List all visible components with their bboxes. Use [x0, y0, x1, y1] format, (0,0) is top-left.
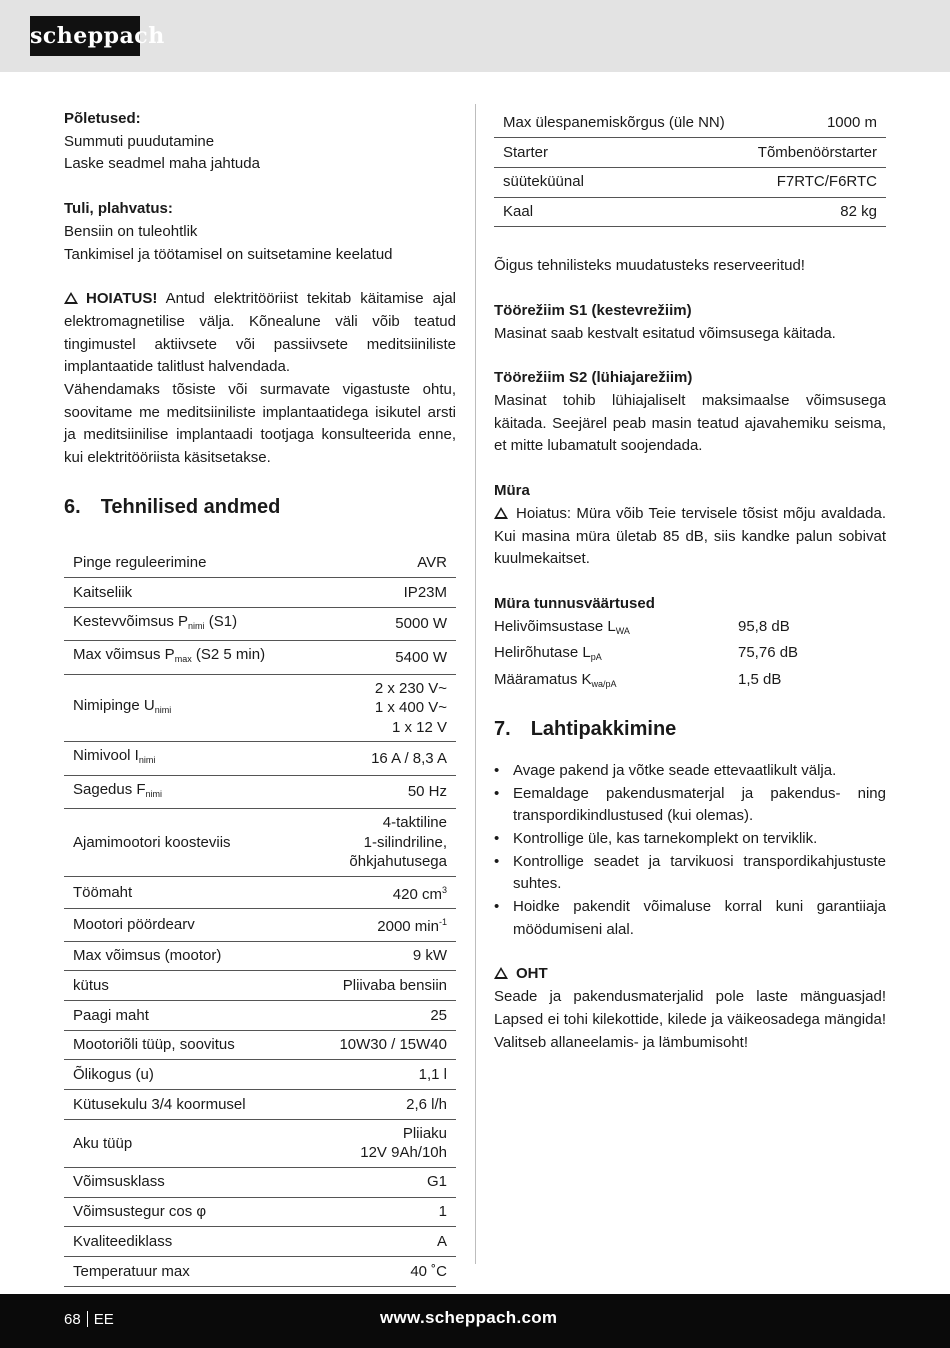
spec-label: Kaal	[494, 197, 734, 227]
spec-value: Tõmbenöörstarter	[734, 138, 886, 168]
table-row	[64, 876, 456, 909]
spec-value: 1000 m	[734, 108, 886, 138]
unpack-list	[494, 760, 886, 942]
list-item: • Kontrollige üle, kas tarnekomplekt on terviklik.	[494, 828, 886, 851]
table-row	[494, 108, 886, 138]
spec-value: 2,6 l/h	[309, 1090, 456, 1120]
table-row	[64, 742, 456, 776]
table-row	[494, 197, 886, 227]
fire-title: Tuli, plahvatus:	[64, 200, 173, 218]
spec-value: G1	[309, 1167, 456, 1197]
spec-label: Kvaliteediklass	[64, 1227, 309, 1257]
spec-value: A	[309, 1227, 456, 1257]
table-row	[494, 138, 886, 168]
spec-label: Mootori pöördearv	[64, 909, 309, 942]
page-header	[0, 0, 950, 72]
spec-label: Nimivool $I_{nimi}$	[64, 742, 309, 776]
s1-title: Töörežiim S1 (kestevrežiim)	[494, 301, 692, 319]
table-row	[64, 1167, 456, 1197]
spec-value: 50 Hz	[309, 775, 456, 809]
warning-triangle-icon	[64, 292, 78, 304]
noise-value: 95,8 dB	[738, 617, 790, 635]
list-item: • Hoidke pakendit võimaluse korral kuni garantiiaja möödumiseni alal.	[494, 896, 886, 941]
spec-label: Starter	[494, 138, 734, 168]
spec-value: 40 ˚C	[309, 1256, 456, 1286]
spec-label: Paagi maht	[64, 1001, 309, 1031]
spec-value: F7RTC/F6RTC	[734, 167, 886, 197]
spec-label: Max võimsus $P_{max}$ (S2 5 min)	[64, 641, 309, 675]
s1-text: Masinat saab kestvalt esitatud võimsusega käitada.	[494, 324, 836, 342]
page-footer	[0, 1294, 950, 1348]
table-row	[64, 971, 456, 1001]
section-title: Lahtipakkimine	[530, 717, 677, 740]
burns-line: Summuti puudutamine	[64, 132, 215, 150]
spec-label: Max võimsus (mootor)	[64, 941, 309, 971]
noise-label: Helirõhutase $L_{pA}$	[494, 644, 602, 663]
spec-label: Pinge reguleerimine	[64, 548, 309, 578]
table-row	[64, 607, 456, 641]
spec-value: 9 kW	[309, 941, 456, 971]
spec-label: Kaitseliik	[64, 578, 309, 608]
spec-value: 25	[309, 1001, 456, 1031]
emf-warning	[64, 288, 456, 379]
spec-value: 2000 $\min^{-1}$	[309, 909, 456, 942]
table-row	[64, 1227, 456, 1257]
spec-table-continued	[494, 108, 886, 227]
spec-value: 5000 W	[309, 607, 456, 641]
warning-triangle-icon	[494, 967, 508, 979]
table-row	[64, 775, 456, 809]
table-row	[64, 1197, 456, 1227]
list-item: • Eemaldage pakendusmaterjal ja pakendus- ning transpordikindlustused (kui olemas).	[494, 783, 886, 828]
table-row	[64, 1030, 456, 1060]
noise-label: Helivõimsustase $L_{WA}$	[494, 617, 630, 636]
danger-text: Seade ja pakendusmaterjalid pole laste mänguasjad! Lapsed ei tohi kilekottide, kilede ja väikeosadega mängida! Valitseb allaneelamis- ja lämbumisoht!	[494, 988, 886, 1051]
spec-label: Võimsusklass	[64, 1167, 309, 1197]
section-number: 6.	[64, 495, 81, 518]
noise-value: 75,76 dB	[738, 644, 799, 662]
rights-note: Õigus tehnilisteks muudatusteks reserveeritud!	[494, 257, 805, 275]
spec-value: IP23M	[309, 578, 456, 608]
spec-value: 16 A / 8,3 A	[309, 742, 456, 776]
table-row	[64, 548, 456, 578]
spec-value: 420 $cm^3$	[309, 876, 456, 909]
warning-text-2: Vähendamaks tõsiste või surmavate vigastuste ohtu, soovitame me meditsiiniliste implantaatidega isikutel arsti ja meditsiinilise implantaadi tootjaga konsulteerida enne, kui elektritööriista käsitsetakse.	[64, 381, 456, 467]
spec-label: Temperatuur max	[64, 1256, 309, 1286]
spec-label: kütus	[64, 971, 309, 1001]
spec-value: 5400 W	[309, 641, 456, 675]
table-row	[64, 1256, 456, 1286]
spec-label: Töömaht	[64, 876, 309, 909]
burns-line: Laske seadmel maha jahtuda	[64, 155, 260, 173]
spec-table	[64, 548, 456, 1287]
table-row	[64, 809, 456, 877]
right-column	[494, 108, 886, 1054]
warning-triangle-icon	[494, 507, 508, 519]
spec-label: Nimipinge $U_{nimi}$	[64, 674, 309, 742]
spec-value: Pliivaba bensiin	[309, 971, 456, 1001]
scheppach-logo: scheppach	[30, 16, 140, 56]
warning-label: HOIATUS!	[86, 290, 158, 308]
noise-warning: Hoiatus: Müra võib Teie tervisele tõsist mõju avaldada. Kui masina müra ületab 85 dB, siis kandke palun sobivat kuulmekaitset.	[494, 504, 886, 568]
spec-label: Õlikogus (u)	[64, 1060, 309, 1090]
spec-label: Aku tüüp	[64, 1119, 309, 1167]
s2-title: Töörežiim S2 (lühiajarežiim)	[494, 369, 693, 387]
spec-value: Pliiaku 12V 9Ah/10h	[309, 1119, 456, 1167]
danger-heading: OHT	[494, 963, 886, 986]
website-url[interactable]: www.scheppach.com	[380, 1308, 558, 1327]
section-6-heading	[64, 494, 456, 520]
warning-text: Antud elektritööriist tekitab käitamise ajal elektromagnetilise välja. Kõnealune väli võib teatud tingimustel aktiivsete või passiivsete meditsiiniliste implantaatide talitlust halvendada.	[64, 290, 456, 376]
fire-line: Bensiin on tuleohtlik	[64, 222, 198, 240]
noise-values	[494, 616, 886, 696]
section-title: Tehnilised andmed	[100, 495, 281, 518]
noise-values-title: Müra tunnusväärtused	[494, 594, 655, 612]
spec-label: süüteküünal	[494, 167, 734, 197]
spec-label: Ajamimootori koosteviis	[64, 809, 309, 877]
noise-label: Määramatus $K_{wa/pA}$	[494, 671, 617, 690]
table-row	[64, 578, 456, 608]
spec-label: Kestevvõimsus $P_{nimi}$ (S1)	[64, 607, 309, 641]
table-row	[64, 1090, 456, 1120]
table-row	[64, 674, 456, 742]
spec-value: 10W30 / 15W40	[309, 1030, 456, 1060]
table-row	[64, 909, 456, 942]
noise-value: 1,5 dB	[738, 671, 782, 689]
list-item: • Kontrollige seadet ja tarvikuosi transpordikahjustuste suhtes.	[494, 851, 886, 896]
section-number: 7.	[494, 717, 511, 740]
spec-value: 2 x 230 V~ 1 x 400 V~ 1 x 12 V	[309, 674, 456, 742]
fire-line: Tankimisel ja töötamisel on suitsetamine keelatud	[64, 245, 393, 263]
spec-value: AVR	[309, 548, 456, 578]
left-column	[64, 108, 456, 1287]
spec-value: 1	[309, 1197, 456, 1227]
list-item: • Avage pakend ja võtke seade ettevaatlikult välja.	[494, 760, 886, 783]
section-7-heading	[494, 716, 886, 742]
spec-label: Sagedus $F_{nimi}$	[64, 775, 309, 809]
table-row	[494, 167, 886, 197]
spec-label: Mootoriõli tüüp, soovitus	[64, 1030, 309, 1060]
table-row	[64, 1001, 456, 1031]
table-row	[64, 941, 456, 971]
spec-value: 4-taktiline 1-silindriline, õhkjahutusega	[309, 809, 456, 877]
spec-label: Max ülespanemiskõrgus (üle NN)	[494, 108, 734, 138]
table-row	[64, 1119, 456, 1167]
spec-value: 82 kg	[734, 197, 886, 227]
noise-title: Müra	[494, 482, 530, 500]
burns-title: Põletused:	[64, 110, 141, 127]
spec-label: Võimsustegur cos φ	[64, 1197, 309, 1227]
spec-label: Kütusekulu 3/4 koormusel	[64, 1090, 309, 1120]
table-row	[64, 641, 456, 675]
table-row	[64, 1060, 456, 1090]
page-number: 68 EE	[64, 1311, 114, 1328]
column-divider	[475, 104, 476, 1264]
s2-text: Masinat tohib lühiajaliselt maksimaalse võimsusega käitada. Seejärel peab masin teatud ajavahemiku seisma, et mitte lubamatult soojendada.	[494, 392, 886, 455]
spec-value: 1,1 l	[309, 1060, 456, 1090]
